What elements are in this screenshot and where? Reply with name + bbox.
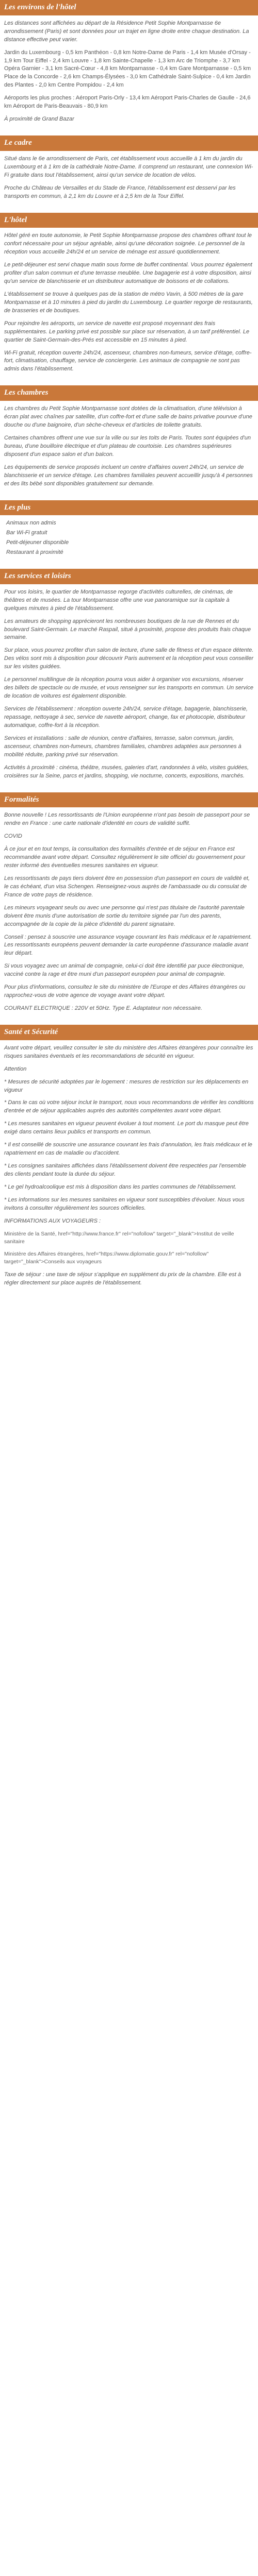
formalities-p5: Les mineurs voyageant seuls ou avec une personne qui n'est pas titulaire de l'autorité parentale doivent être munis d'une autorisation de sortie du territoire signée par l'un des parents, accompagnée de la copie de la pièce d'identité du parent signataire. xyxy=(4,904,245,927)
health-p4: * Dans le cas où votre séjour inclut le transport, nous vous recommandons de vérifier les conditions d'entrée et de séjour applicables auprès des autorités compétentes avant votre départ. xyxy=(4,1099,254,1114)
health-attention: Attention xyxy=(4,1065,27,1072)
plus-item: Bar Wi-Fi gratuit xyxy=(6,530,47,536)
formalities-p7: Si vous voyagez avec un animal de compagnie, celui-ci doit être identifié par puce électronique, vacciné contre la rage et être muni d'un passeport européen pour animal de compagnie. xyxy=(4,963,245,978)
health-tax: Taxe de séjour : une taxe de séjour s'applique en supplément du prix de la chambre. Elle est à régler directement sur place auprès de l'établissement. xyxy=(4,1271,241,1286)
section-hotel xyxy=(0,228,258,385)
hotel-p5: Wi-Fi gratuit, réception ouverte 24h/24, ascenseur, chambres non-fumeurs, service d'étage, coffre-fort, climatisation, chauffage, service de conciergerie. Les animaux de compagnie ne sont pas admis dans l'établissement. xyxy=(4,349,252,372)
section-title-around: Les environs de l'hôtel xyxy=(0,0,258,15)
formalities-covid: COVID xyxy=(4,833,22,840)
section-title-health: Santé et Sécurité xyxy=(0,1025,258,1040)
health-p9: * Les informations sur les mesures sanitaires en vigueur sont susceptibles d'évoluer. Nous vous invitons à consulter régulièrement les sources officielles. xyxy=(4,1196,245,1211)
section-title-plus: Les plus xyxy=(0,500,258,516)
services-p3: Sur place, vous pourrez profiter d'un salon de lecture, d'une salle de fitness et d'un espace détente. Des vélos sont mis à disposition pour découvrir Paris autrement et la réception peut vous conseiller sur les visites guidées. xyxy=(4,647,254,670)
plus-item: Animaux non admis xyxy=(6,520,56,527)
section-health xyxy=(0,1040,258,1299)
section-around xyxy=(0,15,258,135)
hotel-p1: Hôtel géré en toute autonomie, le Petit Sophie Montparnasse propose des chambres offrant tout le confort nécessaire pour un séjour agréable, ainsi qu'une décoration soignée. Le personnel de la réception vous accueille 24h/24 et un service de ménage est assuré quotidiennement. xyxy=(4,232,252,256)
plus-item: Restaurant à proximité xyxy=(6,549,63,556)
services-p6: Services et installations : salle de réunion, centre d'affaires, terrasse, salon commun, jardin, ascenseur, chambres non-fumeurs, chambres familiales, chambres adaptées aux personnes à mobilité réduite, parking privé sur réservation. xyxy=(4,735,241,758)
hotel-p4: Pour rejoindre les aéroports, un service de navette est proposé moyennant des frais supplémentaires. Le parking privé est possible sur place sur réservation, à un tarif préférentiel. Le quartier de Saint-Germain-des-Prés est accessible en 15 minutes à pied. xyxy=(4,320,250,343)
rooms-p3: Les équipements de service proposés incluent un centre d'affaires ouvert 24h/24, un service de blanchisserie et un service d'étage. Les chambres familiales peuvent accueillir jusqu'à 4 personnes et des lits bébé sont disponibles gratuitement sur demande. xyxy=(4,464,253,487)
services-p7: Activités à proximité : cinéma, théâtre, musées, galeries d'art, randonnées à vélo, visites guidées, croisières sur la Seine, parcs et jardins, shopping, vie nocturne, concerts, expositions, marchés. xyxy=(4,764,249,779)
section-title-formalities: Formalités xyxy=(0,792,258,808)
plus-item: Petit-déjeuner disponible xyxy=(6,539,69,546)
address-p2: Proche du Château de Versailles et du Stade de France, l'établissement est desservi par les transports en commun, à 2,1 km du Louvre et à 2,5 km de la Tour Eiffel. xyxy=(4,184,236,199)
services-p1: Pour vos loisirs, le quartier de Montparnasse regorge d'activités culturelles, de cinémas, de théâtres et de musées. La tour Montparnasse offre une vue panoramique sur la capitale à quelques minutes à pied de l'établissement. xyxy=(4,588,233,612)
formalities-p1: Bonne nouvelle ! Les ressortissants de l'Union européenne n'ont pas besoin de passeport pour se rendre en France : une carte nationale d'identité en cours de validité suffit. xyxy=(4,812,250,827)
section-plus xyxy=(0,515,258,569)
formalities-p3: À ce jour et en tout temps, la consultation des formalités d'entrée et de séjour en France est recommandée avant votre départ. Consultez régulièrement le site officiel du gouvernement pour rester informé des éventuelles mesures sanitaires en vigueur. xyxy=(4,846,246,869)
around-intro: Les distances sont affichées au départ de la Résidence Petit Sophie Montparnasse 6e arrondissement (Paris) et sont données pour un trajet en ligne droite entre chaque destination. La distance effective peut varier. xyxy=(4,20,249,43)
rooms-p2: Certaines chambres offrent une vue sur la ville ou sur les toits de Paris. Toutes sont équipées d'un bureau, d'une bouilloire électrique et d'un plateau de courtoisie. Les chambres supérieures disposent d'un espace salon et d'un balcon. xyxy=(4,434,251,457)
services-p2: Les amateurs de shopping apprécieront les nombreuses boutiques de la rue de Rennes et du boulevard Saint-Germain. Le marché Raspail, situé à proximité, propose des produits frais chaque semaine. xyxy=(4,618,251,641)
health-p3: * Mesures de sécurité adoptées par le logement : mesures de restriction sur les déplacements en vigueur xyxy=(4,1078,249,1093)
section-title-hotel: L'hôtel xyxy=(0,213,258,228)
formalities-p8: Pour plus d'informations, consultez le site du ministère de l'Europe et des Affaires étrangères ou rapprochez-vous de votre agence de voyage avant votre départ. xyxy=(4,984,246,999)
health-info-heading: INFORMATIONS AUX VOYAGEURS : xyxy=(4,1217,101,1224)
health-p7: * Les consignes sanitaires affichées dans l'établissement doivent être respectées par l'ensemble des clients pendant toute la durée du séjour. xyxy=(4,1163,246,1177)
services-p5: Services de l'établissement : réception ouverte 24h/24, service d'étage, bagagerie, blanchisserie, repassage, nettoyage à sec, service de navette aéroport, change, fax et photocopie, distributeur automatique, coffre-fort à la réception. xyxy=(4,706,248,728)
section-services xyxy=(0,584,258,792)
health-p1: Avant votre départ, veuillez consulter le site du ministère des Affaires étrangères pour connaître les risques sanitaires éventuels et les recommandations de sécurité en vigueur. xyxy=(4,1044,253,1059)
health-p5: * Les mesures sanitaires en vigueur peuvent évoluer à tout moment. Le port du masque peut être exigé dans certains lieux publics et transports en commun. xyxy=(4,1121,249,1136)
address-p1: Situé dans le 6e arrondissement de Paris, cet établissement vous accueille à 1 km du jardin du Luxembourg et à 1 km de la cathédrale Notre-Dame. Il comprend un restaurant, une connexion Wi-Fi gratuite dans tout l'établissement, ainsi qu'un service de location de vélos. xyxy=(4,155,253,178)
section-title-address: Le cadre xyxy=(0,135,258,151)
around-distances: Jardin du Luxembourg - 0,5 km Panthéon - 0,8 km Notre-Dame de Paris - 1,4 km Musée d'Orsay - 1,9 km Tour Eiffel - 2,4 km Louvre - 1,8 km Sainte-Chapelle - 1,3 km Arc de Triomphe - 3,7 km Opéra Garnier - 3,1 km Sacré-Cœur - 4,8 km Montparnasse - 0,4 km Gare Montparnasse - 0,5 km Place de la Concorde - 2,6 km Champs-Élysées - 3,0 km Cathédrale Saint-Sulpice - 0,4 km Jardin des Plantes - 2,0 km Centre Pompidou - 2,4 km xyxy=(4,49,251,89)
services-p4: Le personnel multilingue de la réception pourra vous aider à organiser vos excursions, réserver des billets de spectacle ou de musée, et vous renseigner sur les transports en commun. Un service de location de voitures est également disponible. xyxy=(4,676,254,700)
health-p8: * Le gel hydroalcoolique est mis à disposition dans les parties communes de l'établissement. xyxy=(4,1183,237,1190)
rooms-p1: Les chambres du Petit Sophie Montparnasse sont dotées de la climatisation, d'une télévision à écran plat avec chaînes par satellite, d'un coffre-fort et d'une salle de bains privative pourvue d'une douche ou d'une baignoire, d'un sèche-cheveux et d'articles de toilette gratuits. xyxy=(4,405,252,428)
hotel-p2: Le petit-déjeuner est servi chaque matin sous forme de buffet continental. Vous pourrez également profiter d'un salon commun et d'une terrasse meublée. Une bagagerie est à votre disposition, ainsi qu'un service de blanchisserie et un distributeur automatique de boissons et de collations. xyxy=(4,262,252,284)
formalities-p4: Les ressortissants de pays tiers doivent être en possession d'un passeport en cours de validité et, le cas échéant, d'un visa Schengen. Renseignez-vous auprès de l'ambassade ou du consulat de France de votre pays de résidence. xyxy=(4,875,250,898)
section-formalities xyxy=(0,807,258,1025)
section-title-rooms: Les chambres xyxy=(0,385,258,401)
plus-list xyxy=(4,519,254,557)
formalities-p6: Conseil : pensez à souscrire une assurance voyage couvrant les frais médicaux et le rapatriement. Les ressortissants européens peuvent demander la carte européenne d'assurance maladie avant leur départ. xyxy=(4,934,252,957)
health-link-affaires[interactable]: Ministère des Affaires étrangères, href="https://www.diplomatie.gouv.fr" rel="nofollow" target="_blank">Conseils aux voyageurs xyxy=(4,1251,209,1265)
formalities-electric: COURANT ELECTRIQUE : 220V et 50Hz. Type E. Adaptateur non nécessaire. xyxy=(4,1005,202,1012)
health-p6: * Il est conseillé de souscrire une assurance couvrant les frais d'annulation, les frais médicaux et le rapatriement en cas de maladie ou d'accident. xyxy=(4,1142,252,1157)
section-rooms xyxy=(0,401,258,500)
section-address xyxy=(0,151,258,213)
hotel-p3: L'établissement se trouve à quelques pas de la station de métro Vavin, à 500 mètres de la gare Montparnasse et à 10 minutes à pied du jardin du Luxembourg. Le quartier regorge de restaurants, de brasseries et de boutiques. xyxy=(4,291,253,314)
around-nearby: À proximité de Grand Bazar xyxy=(4,116,74,123)
around-airports: Aéroports les plus proches : Aéroport Paris-Orly - 13,4 km Aéroport Paris-Charles de Gaulle - 24,6 km Aéroport de Paris-Beauvais - 80,9 km xyxy=(4,95,251,110)
section-title-services: Les services et loisirs xyxy=(0,569,258,584)
health-link-sante[interactable]: Ministère de la Santé, href="http://www.france.fr" rel="nofollow" target="_blank">Institut de veille sanitaire xyxy=(4,1230,234,1245)
